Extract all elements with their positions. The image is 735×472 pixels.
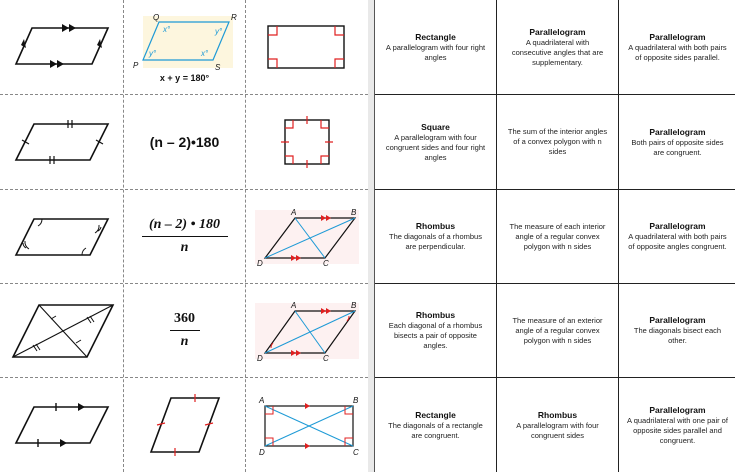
card-title: Parallelogram [649, 31, 706, 42]
vertex-label: B [353, 396, 359, 405]
definition-card [375, 190, 496, 283]
parallelogram-opposite-angles-figure [0, 190, 123, 283]
definition-card [497, 95, 618, 189]
rectangle-congruent-diagonals-figure [246, 378, 368, 472]
definition-card [619, 284, 735, 377]
card-title: Parallelogram [649, 315, 706, 325]
card-description: The measure of each interior angle of a regular convex polygon with n sides [509, 221, 606, 251]
angle-label: y° [214, 26, 222, 36]
card-title: Rectangle [415, 31, 456, 42]
rhombus-congruent-sides-figure [124, 378, 245, 472]
card-description: A quadrilateral with both pairs of opposite sides parallel. [628, 42, 727, 62]
card-description: A quadrilateral with one pair of opposite sides parallel and congruent. [627, 415, 728, 445]
exterior-angle-formula [124, 284, 245, 377]
definition-card [375, 0, 496, 94]
card-title: Parallelogram [529, 26, 586, 37]
vertex-label: C [353, 448, 359, 456]
fraction-bar [170, 330, 200, 332]
card-description: The diagonals of a rhombus are perpendicular. [389, 232, 482, 251]
formula-numerator: (n – 2) • 180 [148, 216, 220, 232]
formula-numerator: 360 [174, 310, 195, 326]
card-title: Parallelogram [649, 126, 706, 137]
vertex-label: A [291, 207, 297, 217]
formula-text: (n – 2)•180 [149, 134, 220, 150]
card-description: The diagonals bisect each other. [633, 326, 722, 345]
interior-angle-formula [124, 190, 245, 283]
card-title: Rhombus [537, 409, 578, 420]
vertex-label: Q [152, 12, 159, 22]
rectangle-right-angles-figure [246, 0, 368, 94]
vertex-label: C [323, 258, 329, 268]
definition-card [619, 378, 735, 472]
angle-label: x° [200, 48, 208, 58]
vertex-label: A [291, 300, 297, 310]
formula-denominator: n [180, 334, 189, 350]
card-title: Parallelogram [649, 404, 706, 415]
definition-card [619, 0, 735, 94]
rhombus-perpendicular-diagonals-figure [246, 190, 368, 283]
rhombus-bisected-diagonals-figure [0, 284, 123, 377]
rhombus-angle-bisector-figure [246, 284, 368, 377]
card-title: Rhombus [415, 310, 456, 320]
card-description: Both pairs of opposite sides are congruent. [631, 137, 724, 157]
definition-card [497, 0, 618, 94]
card-description: A parallelogram with four congruent sides and four right angles [385, 132, 486, 162]
card-title: Rhombus [415, 221, 456, 231]
card-title: Parallelogram [649, 221, 706, 231]
fraction-bar [142, 236, 228, 238]
card-description: The measure of an exterior angle of a regular convex polygon with n sides [512, 315, 603, 345]
vertex-label: D [257, 258, 263, 268]
card-description: The diagonals of a rectangle are congruent. [388, 420, 483, 440]
definition-card [497, 378, 618, 472]
angle-label: y° [148, 48, 156, 58]
angle-sum-caption: x + y = 180° [159, 72, 210, 83]
definition-card [375, 284, 496, 377]
square-figure [246, 95, 368, 189]
angle-label: x° [162, 24, 170, 34]
formula-denominator: n [180, 240, 189, 256]
definition-card [497, 284, 618, 377]
supplementary-angles-figure [124, 0, 245, 94]
vertex-label: B [351, 300, 357, 310]
vertex-label: P [132, 60, 138, 70]
card-description: A quadrilateral with consecutive angles that are supplementary. [511, 37, 604, 67]
parallelogram-congruent-sides-figure [0, 95, 123, 189]
right-definition-grid [374, 0, 735, 472]
card-title: Rectangle [415, 409, 456, 420]
vertex-label: C [323, 353, 329, 363]
definition-card [619, 95, 735, 189]
card-description: Each diagonal of a rhombus bisects a pair of opposite angles. [388, 321, 483, 350]
vertex-label: B [351, 207, 357, 217]
card-description: A parallelogram with four congruent sides [516, 420, 599, 440]
card-description: The sum of the interior angles of a convex polygon with n sides [507, 127, 608, 156]
card-description: A quadrilateral with both pairs of opposite angles congruent. [628, 232, 727, 251]
definition-card [375, 378, 496, 472]
vertex-label: S [214, 62, 220, 72]
vertex-label: A [259, 396, 265, 405]
parallelogram-parallel-sides-figure [0, 0, 123, 94]
vertex-label: D [259, 448, 265, 456]
card-description: A parallelogram with four right angles [385, 42, 486, 62]
polygon-sum-formula [124, 95, 245, 189]
definition-card [497, 190, 618, 283]
vertex-label: D [257, 353, 263, 363]
vertex-label: R [230, 12, 237, 22]
card-title: Square [421, 121, 450, 132]
definition-card [375, 95, 496, 189]
definition-card [619, 190, 735, 283]
parallelogram-one-pair-figure [0, 378, 123, 472]
